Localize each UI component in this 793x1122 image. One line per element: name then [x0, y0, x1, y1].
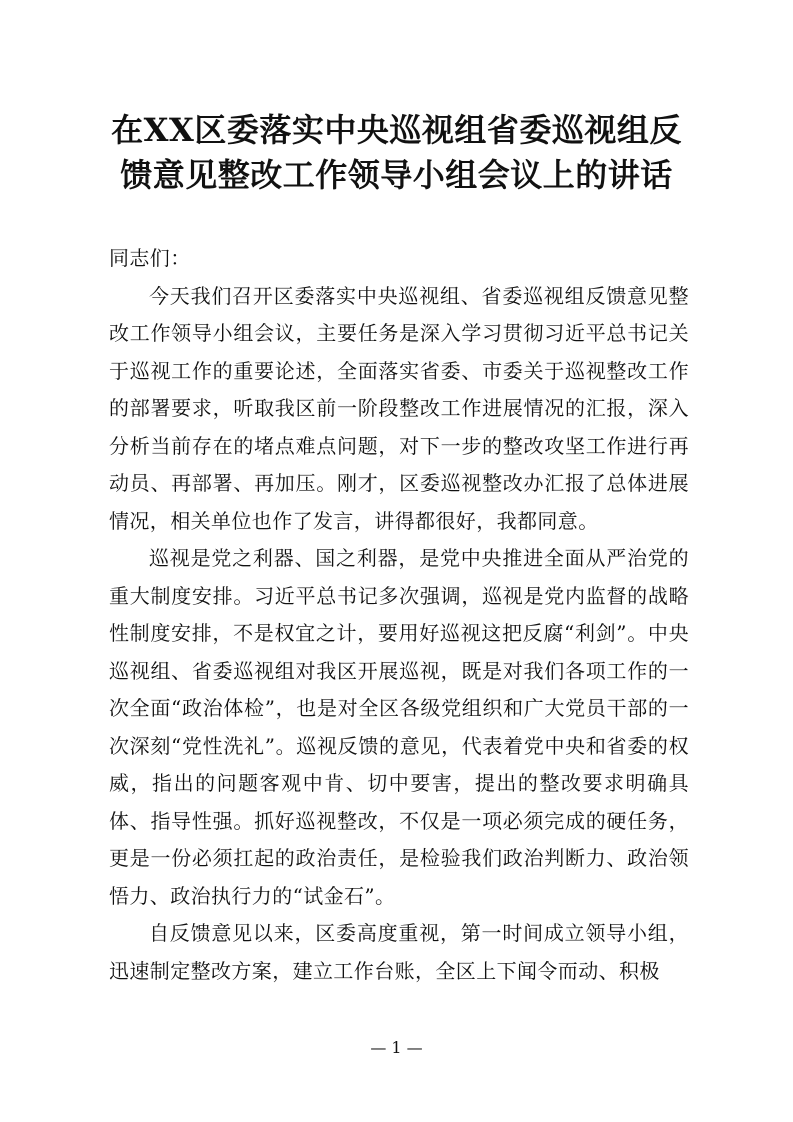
title-line-2: 馈意见整改工作领导小组会议上的讲话	[120, 156, 673, 194]
document-body	[109, 240, 689, 990]
paragraph-2: 巡视是党之利器、国之利器，是党中央推进全面从严治党的重大制度安排。习近平总书记多次强调，巡视是党内监督的战略性制度安排，不是权宜之计，要用好巡视这把反腐“利剑”。中央巡视组、省委巡视组对我区开展巡视，既是对我们各项工作的一次全面“政治体检”，也是对全区各级党组织和广大党员干部的一次深刻“党性洗礼”。巡视反馈的意见，代表着党中央和省委的权威，指出的问题客观中肯、切中要害，提出的整改要求明确具体、指导性强。抓好巡视整改，不仅是一项必须完成的硬任务，更是一份必须扛起的政治责任，是检验我们政治判断力、政治领悟力、政治执行力的“试金石”。	[109, 546, 689, 908]
page-number: — 1 —	[370, 1038, 423, 1057]
title-line-1: 在XX区委落实中央巡视组省委巡视组反	[111, 111, 682, 149]
salutation: 同志们：	[109, 246, 191, 270]
paragraph-1: 今天我们召开区委落实中央巡视组、省委巡视组反馈意见整改工作领导小组会议，主要任务是深入学习贯彻习近平总书记关于巡视工作的重要论述，全面落实省委、市委关于巡视整改工作的部署要求，听取我区前一阶段整改工作进展情况的汇报，深入分析当前存在的堵点难点问题，对下一步的整改攻坚工作进行再动员、再部署、再加压。刚才，区委巡视整改办汇报了总体进展情况，相关单位也作了发言，讲得都很好，我都同意。	[109, 283, 689, 533]
paragraph-3: 自反馈意见以来，区委高度重视，第一时间成立领导小组，迅速制定整改方案，建立工作台账，全区上下闻令而动、积极	[109, 921, 689, 983]
document-title	[100, 108, 693, 198]
